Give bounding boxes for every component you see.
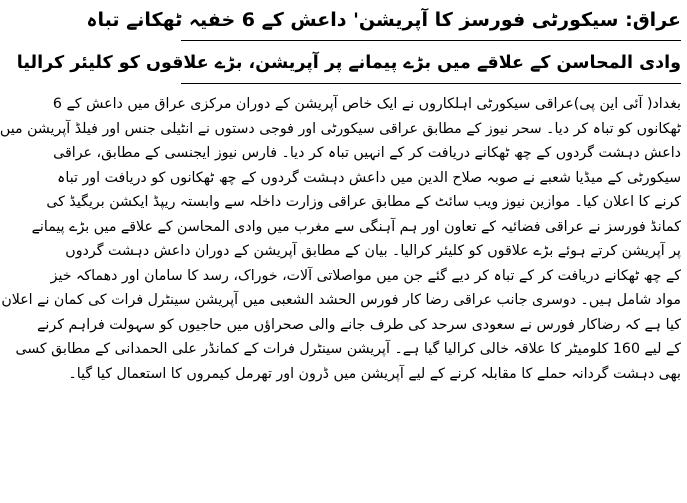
headline: عراق: سیکورٹی فورسز کا آپریشن' داعش کے 6 خفیہ ٹھکانے تباہ [86,9,681,31]
article-line: داعش دہشت گردوں کے چھ ٹھکانے دریافت کر کے انہیں تباہ کر دیا۔ فارس نیوز ایجنسی کے مطابق، عراقی [53,145,681,161]
headline-divider [181,40,681,41]
article-line: کیا ہے کہ رضاکار فورس نے سعودی سرحد کی طرف جانے والی صحراؤں میں حاجیوں کو سہولت فراہم کرنے [37,316,681,333]
article-line: کمانڈ فورسز نے عراقی فضائیہ کے تعاون اور ہم آہنگی سے مغرب میں وادی المحاسن کے علاقے میں بڑے پیمانے [31,218,681,235]
article-line: بھی دہشت گردانہ حملے کا مقابلہ کرنے کے لیے آپریشن میں ڈرون اور تھرمل کیمروں کا استعمال کیا گیا۔ [68,365,681,382]
subheadline-divider [181,83,681,84]
article-line: کے لیے 160 کلومیٹر کا علاقہ خالی کرالیا گیا ہے۔ آپریشن سینٹرل فرات کے کمانڈر علی الحمدانی کے مطابق کسی [15,341,681,357]
article-line: کرنے کا اعلان کیا۔ موازین نیوز ویب سائٹ کے مطابق عراقی وزارت داخلہ سے وابستہ ریپڈ ایکشن بریگیڈ کی [46,194,681,210]
article-line: پر آپریشن کرتے ہوئے بڑے علاقوں کو کلیئر کرالیا۔ بیان کے مطابق آپریشن کے دوران داعش دہشت گردوں [65,243,681,259]
article-line: سیکورٹی کے میڈیا شعبے نے صوبہ صلاح الدین میں داعش دہشت گردوں کے چھ ٹھکانوں کو دریافت اور تباہ [57,169,681,186]
article-line: ٹھکانوں کو تباہ کر دیا۔ سحر نیوز کے مطابق عراقی سیکورٹی اور فوجی دستوں نے انٹیلی جنس اور فیلڈ آپریشن میں [0,120,681,137]
article-body [0,92,681,386]
article-line: کے چھ ٹھکانے دریافت کر کے تباہ کر دیے گئے جن میں مواصلاتی آلات، خوراک، رسد کا سامان اور دھماکہ خیز [50,267,681,284]
article-line: مواد شامل ہیں۔ دوسری جانب عراقی رضا کار فورس الحشد الشعبی میں آپریشن سینٹرل فرات کی کمان نے اعلان [1,292,681,308]
article-line: بغداد( آئی این پی)عراقی سیکورٹی اہلکاروں نے ایک خاص آپریشن کے دوران مرکزی عراق میں داعش کے 6 [52,96,681,112]
subheadline: وادی المحاسن کے علاقے میں بڑے پیمانے پر آپریشن، بڑے علاقوں کو کلیئر کرالیا [16,53,681,73]
